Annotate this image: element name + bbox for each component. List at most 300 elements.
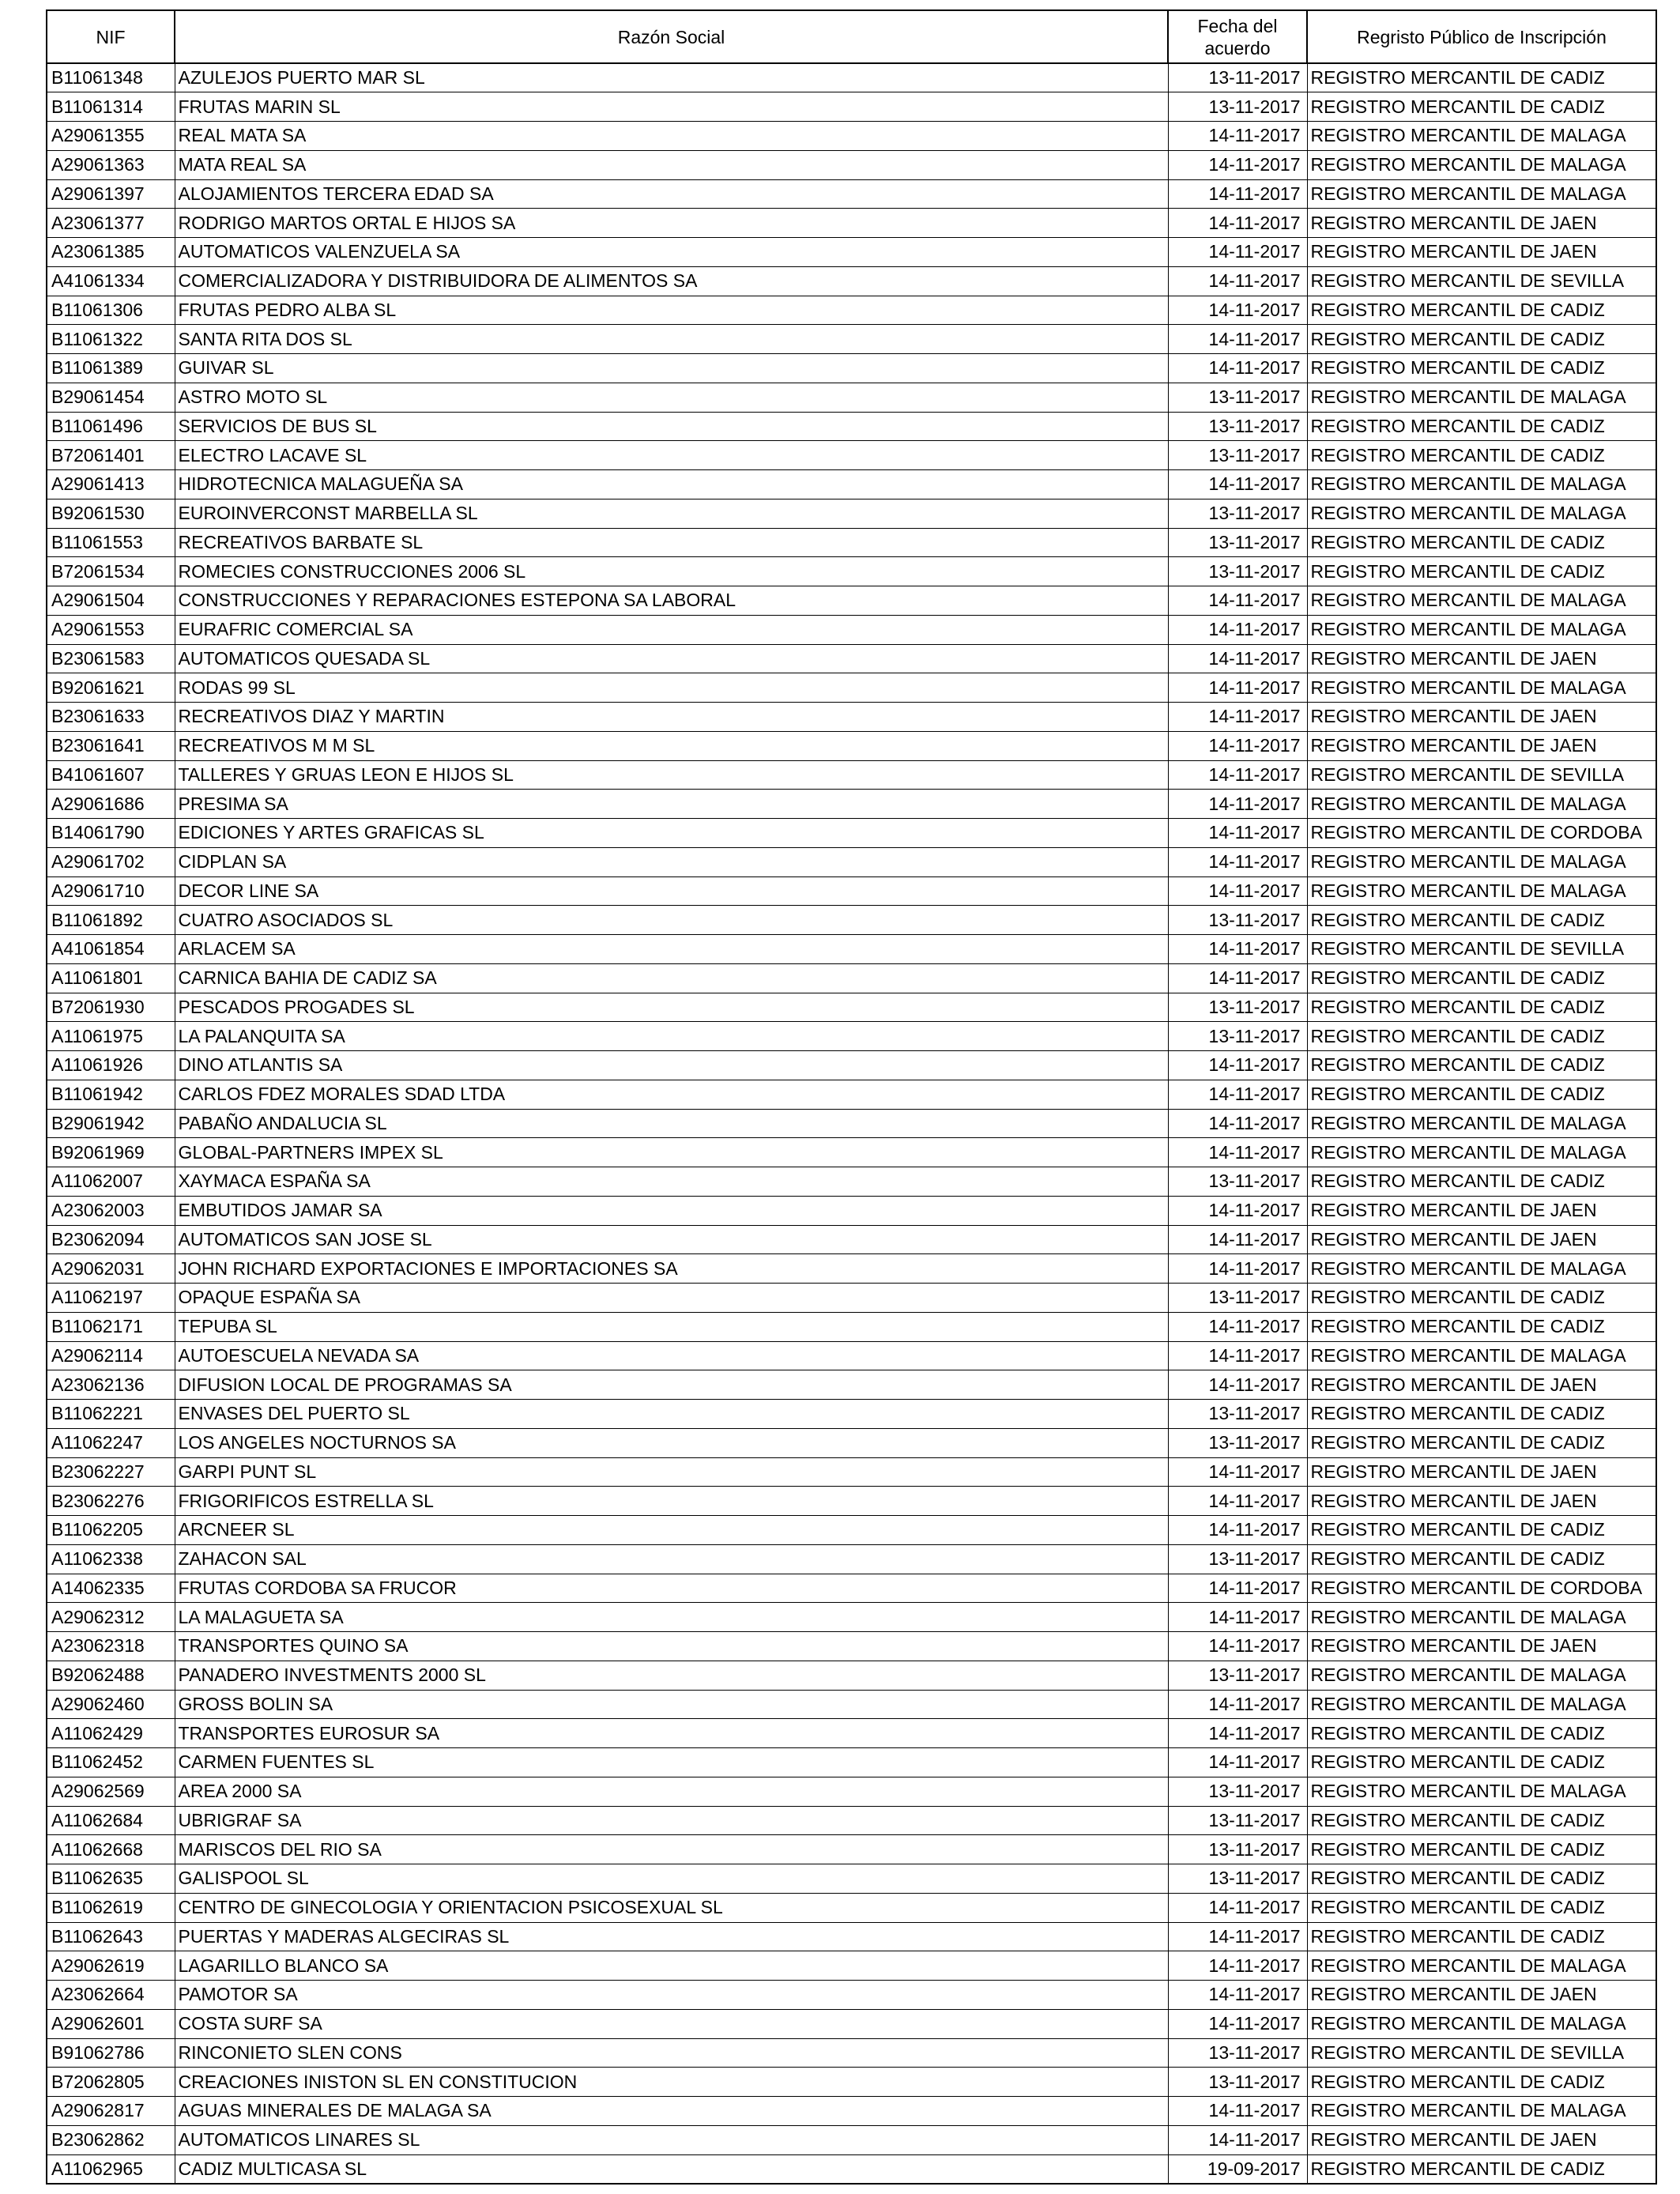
nif-cell: A11062668 bbox=[47, 1835, 175, 1864]
table-row bbox=[47, 209, 1656, 238]
fecha-cell: 13-11-2017 bbox=[1168, 1428, 1307, 1457]
table-row bbox=[47, 1051, 1656, 1080]
table-row bbox=[47, 1864, 1656, 1894]
fecha-cell: 14-11-2017 bbox=[1168, 703, 1307, 732]
razon-social-cell: RODAS 99 SL bbox=[175, 673, 1168, 703]
nif-cell: B11062635 bbox=[47, 1864, 175, 1894]
razon-social-cell: RECREATIVOS M M SL bbox=[175, 731, 1168, 760]
razon-social-cell: PESCADOS PROGADES SL bbox=[175, 993, 1168, 1022]
nif-cell: A29062114 bbox=[47, 1341, 175, 1370]
fecha-cell: 14-11-2017 bbox=[1168, 354, 1307, 383]
razon-social-cell: ENVASES DEL PUERTO SL bbox=[175, 1400, 1168, 1429]
fecha-cell: 13-11-2017 bbox=[1168, 92, 1307, 122]
razon-social-cell: HIDROTECNICA MALAGUEÑA SA bbox=[175, 470, 1168, 499]
razon-social-cell: FRUTAS CORDOBA SA FRUCOR bbox=[175, 1574, 1168, 1603]
razon-social-cell: GLOBAL-PARTNERS IMPEX SL bbox=[175, 1138, 1168, 1167]
nif-cell: B41061607 bbox=[47, 760, 175, 790]
registro-cell: REGISTRO MERCANTIL DE SEVILLA bbox=[1307, 266, 1656, 296]
registro-cell: REGISTRO MERCANTIL DE MALAGA bbox=[1307, 615, 1656, 644]
registro-cell: REGISTRO MERCANTIL DE MALAGA bbox=[1307, 790, 1656, 819]
razon-social-cell: TALLERES Y GRUAS LEON E HIJOS SL bbox=[175, 760, 1168, 790]
registro-cell: REGISTRO MERCANTIL DE CADIZ bbox=[1307, 1428, 1656, 1457]
table-row bbox=[47, 557, 1656, 586]
fecha-cell: 14-11-2017 bbox=[1168, 586, 1307, 616]
razon-social-cell: ALOJAMIENTOS TERCERA EDAD SA bbox=[175, 179, 1168, 209]
razon-social-cell: SANTA RITA DOS SL bbox=[175, 325, 1168, 354]
fecha-cell: 14-11-2017 bbox=[1168, 644, 1307, 673]
table-row bbox=[47, 2009, 1656, 2038]
table-row bbox=[47, 1138, 1656, 1167]
table-row bbox=[47, 150, 1656, 179]
table-row bbox=[47, 586, 1656, 616]
registro-cell: REGISTRO MERCANTIL DE CADIZ bbox=[1307, 1312, 1656, 1341]
nif-cell: B11061942 bbox=[47, 1080, 175, 1109]
table-row bbox=[47, 1632, 1656, 1661]
fecha-cell: 13-11-2017 bbox=[1168, 1864, 1307, 1894]
fecha-cell: 13-11-2017 bbox=[1168, 499, 1307, 528]
nif-cell: B72061534 bbox=[47, 557, 175, 586]
razon-social-cell: TRANSPORTES QUINO SA bbox=[175, 1632, 1168, 1661]
fecha-cell: 14-11-2017 bbox=[1168, 1516, 1307, 1545]
fecha-cell: 14-11-2017 bbox=[1168, 1196, 1307, 1225]
nif-cell: A29061702 bbox=[47, 847, 175, 876]
razon-social-cell: COMERCIALIZADORA Y DISTRIBUIDORA DE ALIMENTOS SA bbox=[175, 266, 1168, 296]
fecha-cell: 13-11-2017 bbox=[1168, 1022, 1307, 1051]
registro-cell: REGISTRO MERCANTIL DE SEVILLA bbox=[1307, 935, 1656, 964]
registro-cell: REGISTRO MERCANTIL DE CORDOBA bbox=[1307, 819, 1656, 848]
nif-cell: A29062312 bbox=[47, 1603, 175, 1632]
fecha-cell: 14-11-2017 bbox=[1168, 1603, 1307, 1632]
fecha-cell: 14-11-2017 bbox=[1168, 1138, 1307, 1167]
nif-cell: A29062569 bbox=[47, 1777, 175, 1806]
table-row bbox=[47, 1400, 1656, 1429]
nif-cell: B23062227 bbox=[47, 1457, 175, 1487]
fecha-cell: 14-11-2017 bbox=[1168, 1051, 1307, 1080]
fecha-cell: 13-11-2017 bbox=[1168, 1400, 1307, 1429]
registro-cell: REGISTRO MERCANTIL DE CADIZ bbox=[1307, 1922, 1656, 1951]
razon-social-cell: PANADERO INVESTMENTS 2000 SL bbox=[175, 1661, 1168, 1690]
fecha-cell: 14-11-2017 bbox=[1168, 1341, 1307, 1370]
razon-social-cell: GALISPOOL SL bbox=[175, 1864, 1168, 1894]
registro-cell: REGISTRO MERCANTIL DE MALAGA bbox=[1307, 847, 1656, 876]
table-row bbox=[47, 644, 1656, 673]
razon-social-cell: AUTOMATICOS VALENZUELA SA bbox=[175, 238, 1168, 267]
nif-cell: B92062488 bbox=[47, 1661, 175, 1690]
fecha-cell: 14-11-2017 bbox=[1168, 238, 1307, 267]
nif-cell: A11061975 bbox=[47, 1022, 175, 1051]
razon-social-cell: DIFUSION LOCAL DE PROGRAMAS SA bbox=[175, 1370, 1168, 1400]
table-row bbox=[47, 703, 1656, 732]
table-row bbox=[47, 266, 1656, 296]
nif-cell: A23061377 bbox=[47, 209, 175, 238]
razon-social-cell: FRUTAS MARIN SL bbox=[175, 92, 1168, 122]
razon-social-cell: GARPI PUNT SL bbox=[175, 1457, 1168, 1487]
table-row bbox=[47, 790, 1656, 819]
table-row bbox=[47, 179, 1656, 209]
table-row bbox=[47, 1284, 1656, 1313]
fecha-cell: 13-11-2017 bbox=[1168, 993, 1307, 1022]
table-row bbox=[47, 993, 1656, 1022]
fecha-cell: 14-11-2017 bbox=[1168, 1109, 1307, 1138]
nif-cell: B91062786 bbox=[47, 2038, 175, 2068]
fecha-cell: 14-11-2017 bbox=[1168, 1981, 1307, 2010]
fecha-cell: 13-11-2017 bbox=[1168, 557, 1307, 586]
fecha-cell: 13-11-2017 bbox=[1168, 383, 1307, 412]
table-row bbox=[47, 615, 1656, 644]
table-row bbox=[47, 1806, 1656, 1835]
table-row bbox=[47, 1341, 1656, 1370]
registro-cell: REGISTRO MERCANTIL DE CADIZ bbox=[1307, 441, 1656, 470]
razon-social-cell: ARCNEER SL bbox=[175, 1516, 1168, 1545]
registro-cell: REGISTRO MERCANTIL DE JAEN bbox=[1307, 1981, 1656, 2010]
nif-cell: B11061389 bbox=[47, 354, 175, 383]
nif-cell: B11062205 bbox=[47, 1516, 175, 1545]
registro-cell: REGISTRO MERCANTIL DE JAEN bbox=[1307, 2125, 1656, 2154]
nif-cell: A11061801 bbox=[47, 963, 175, 993]
table-row bbox=[47, 2068, 1656, 2097]
table-row bbox=[47, 1719, 1656, 1748]
fecha-cell: 14-11-2017 bbox=[1168, 1574, 1307, 1603]
registro-cell: REGISTRO MERCANTIL DE CADIZ bbox=[1307, 2068, 1656, 2097]
fecha-cell: 14-11-2017 bbox=[1168, 731, 1307, 760]
razon-social-cell: UBRIGRAF SA bbox=[175, 1806, 1168, 1835]
registro-cell: REGISTRO MERCANTIL DE CADIZ bbox=[1307, 2154, 1656, 2184]
registro-cell: REGISTRO MERCANTIL DE CADIZ bbox=[1307, 1719, 1656, 1748]
nif-cell: A29061413 bbox=[47, 470, 175, 499]
table-row bbox=[47, 1893, 1656, 1922]
registro-cell: REGISTRO MERCANTIL DE CADIZ bbox=[1307, 993, 1656, 1022]
fecha-cell: 14-11-2017 bbox=[1168, 1312, 1307, 1341]
registro-cell: REGISTRO MERCANTIL DE CADIZ bbox=[1307, 354, 1656, 383]
registro-cell: REGISTRO MERCANTIL DE JAEN bbox=[1307, 209, 1656, 238]
nif-cell: A41061854 bbox=[47, 935, 175, 964]
fecha-cell: 14-11-2017 bbox=[1168, 847, 1307, 876]
nif-cell: B92061530 bbox=[47, 499, 175, 528]
nif-cell: A23062664 bbox=[47, 1981, 175, 2010]
table-row bbox=[47, 325, 1656, 354]
nif-cell: A23062318 bbox=[47, 1632, 175, 1661]
nif-cell: A29061686 bbox=[47, 790, 175, 819]
nif-cell: A29061363 bbox=[47, 150, 175, 179]
razon-social-cell: MARISCOS DEL RIO SA bbox=[175, 1835, 1168, 1864]
fecha-cell: 13-11-2017 bbox=[1168, 412, 1307, 441]
table-row bbox=[47, 876, 1656, 906]
fecha-cell: 14-11-2017 bbox=[1168, 1690, 1307, 1719]
nif-cell: A29062817 bbox=[47, 2097, 175, 2126]
registro-cell: REGISTRO MERCANTIL DE MALAGA bbox=[1307, 876, 1656, 906]
razon-social-cell: CREACIONES INISTON SL EN CONSTITUCION bbox=[175, 2068, 1168, 2097]
fecha-cell: 13-11-2017 bbox=[1168, 2038, 1307, 2068]
fecha-cell: 14-11-2017 bbox=[1168, 150, 1307, 179]
nif-cell: B23062862 bbox=[47, 2125, 175, 2154]
registro-cell: REGISTRO MERCANTIL DE CADIZ bbox=[1307, 1284, 1656, 1313]
fecha-cell: 14-11-2017 bbox=[1168, 1632, 1307, 1661]
table-row bbox=[47, 1080, 1656, 1109]
registro-cell: REGISTRO MERCANTIL DE CADIZ bbox=[1307, 1051, 1656, 1080]
nif-cell: B23061583 bbox=[47, 644, 175, 673]
table-row bbox=[47, 1487, 1656, 1516]
nif-cell: B72061401 bbox=[47, 441, 175, 470]
fecha-cell: 14-11-2017 bbox=[1168, 615, 1307, 644]
razon-social-cell: CARLOS FDEZ MORALES SDAD LTDA bbox=[175, 1080, 1168, 1109]
nif-cell: A29061710 bbox=[47, 876, 175, 906]
registro-cell: REGISTRO MERCANTIL DE CADIZ bbox=[1307, 1400, 1656, 1429]
razon-social-cell: RECREATIVOS DIAZ Y MARTIN bbox=[175, 703, 1168, 732]
nif-cell: A11062007 bbox=[47, 1167, 175, 1197]
fecha-cell: 14-11-2017 bbox=[1168, 1951, 1307, 1981]
table-row bbox=[47, 935, 1656, 964]
table-row bbox=[47, 819, 1656, 848]
registro-cell: REGISTRO MERCANTIL DE CADIZ bbox=[1307, 1893, 1656, 1922]
table-row bbox=[47, 2097, 1656, 2126]
razon-social-cell: ARLACEM SA bbox=[175, 935, 1168, 964]
razon-social-cell: OPAQUE ESPAÑA SA bbox=[175, 1284, 1168, 1313]
razon-social-cell: FRIGORIFICOS ESTRELLA SL bbox=[175, 1487, 1168, 1516]
header-razon-social: Razón Social bbox=[175, 10, 1168, 63]
fecha-cell: 14-11-2017 bbox=[1168, 1487, 1307, 1516]
registro-cell: REGISTRO MERCANTIL DE MALAGA bbox=[1307, 1661, 1656, 1690]
registro-cell: REGISTRO MERCANTIL DE JAEN bbox=[1307, 238, 1656, 267]
razon-social-cell: PAMOTOR SA bbox=[175, 1981, 1168, 2010]
registro-cell: REGISTRO MERCANTIL DE MALAGA bbox=[1307, 179, 1656, 209]
table-row bbox=[47, 63, 1656, 92]
registro-cell: REGISTRO MERCANTIL DE CADIZ bbox=[1307, 528, 1656, 557]
nif-cell: B23061633 bbox=[47, 703, 175, 732]
fecha-cell: 14-11-2017 bbox=[1168, 1922, 1307, 1951]
nif-cell: A14062335 bbox=[47, 1574, 175, 1603]
razon-social-cell: TEPUBA SL bbox=[175, 1312, 1168, 1341]
nif-cell: B11061322 bbox=[47, 325, 175, 354]
table-row bbox=[47, 1922, 1656, 1951]
nif-cell: A29061355 bbox=[47, 122, 175, 151]
table-row bbox=[47, 1254, 1656, 1284]
razon-social-cell: GUIVAR SL bbox=[175, 354, 1168, 383]
razon-social-cell: TRANSPORTES EUROSUR SA bbox=[175, 1719, 1168, 1748]
registro-cell: REGISTRO MERCANTIL DE JAEN bbox=[1307, 731, 1656, 760]
table-row bbox=[47, 1516, 1656, 1545]
fecha-cell: 14-11-2017 bbox=[1168, 819, 1307, 848]
fecha-cell: 14-11-2017 bbox=[1168, 2009, 1307, 2038]
registro-cell: REGISTRO MERCANTIL DE CADIZ bbox=[1307, 1835, 1656, 1864]
razon-social-cell: ASTRO MOTO SL bbox=[175, 383, 1168, 412]
razon-social-cell: COSTA SURF SA bbox=[175, 2009, 1168, 2038]
table-row bbox=[47, 1312, 1656, 1341]
nif-cell: B14061790 bbox=[47, 819, 175, 848]
nif-cell: A11062429 bbox=[47, 1719, 175, 1748]
razon-social-cell: CENTRO DE GINECOLOGIA Y ORIENTACION PSICOSEXUAL SL bbox=[175, 1893, 1168, 1922]
nif-cell: A29061553 bbox=[47, 615, 175, 644]
razon-social-cell: GROSS BOLIN SA bbox=[175, 1690, 1168, 1719]
table-row bbox=[47, 963, 1656, 993]
nif-cell: B11062171 bbox=[47, 1312, 175, 1341]
razon-social-cell: RODRIGO MARTOS ORTAL E HIJOS SA bbox=[175, 209, 1168, 238]
fecha-cell: 14-11-2017 bbox=[1168, 266, 1307, 296]
registro-cell: REGISTRO MERCANTIL DE CADIZ bbox=[1307, 1516, 1656, 1545]
header-fecha-line2: acuerdo bbox=[1204, 37, 1271, 58]
registro-cell: REGISTRO MERCANTIL DE MALAGA bbox=[1307, 470, 1656, 499]
razon-social-cell: AUTOMATICOS SAN JOSE SL bbox=[175, 1225, 1168, 1254]
nif-cell: A23062003 bbox=[47, 1196, 175, 1225]
registro-cell: REGISTRO MERCANTIL DE SEVILLA bbox=[1307, 760, 1656, 790]
nif-cell: A23062136 bbox=[47, 1370, 175, 1400]
nif-cell: B11062452 bbox=[47, 1748, 175, 1777]
razon-social-cell: EUROINVERCONST MARBELLA SL bbox=[175, 499, 1168, 528]
table-row bbox=[47, 1544, 1656, 1574]
table-row bbox=[47, 731, 1656, 760]
nif-cell: A23061385 bbox=[47, 238, 175, 267]
razon-social-cell: LOS ANGELES NOCTURNOS SA bbox=[175, 1428, 1168, 1457]
razon-social-cell: AZULEJOS PUERTO MAR SL bbox=[175, 63, 1168, 92]
registro-cell: REGISTRO MERCANTIL DE CADIZ bbox=[1307, 1080, 1656, 1109]
table-row bbox=[47, 760, 1656, 790]
nif-cell: B29061942 bbox=[47, 1109, 175, 1138]
nif-cell: B11061348 bbox=[47, 63, 175, 92]
table-row bbox=[47, 1835, 1656, 1864]
razon-social-cell: RINCONIETO SLEN CONS bbox=[175, 2038, 1168, 2068]
registro-cell: REGISTRO MERCANTIL DE CADIZ bbox=[1307, 296, 1656, 325]
razon-social-cell: ROMECIES CONSTRUCCIONES 2006 SL bbox=[175, 557, 1168, 586]
razon-social-cell: PUERTAS Y MADERAS ALGECIRAS SL bbox=[175, 1922, 1168, 1951]
nif-cell: B11061314 bbox=[47, 92, 175, 122]
registro-cell: REGISTRO MERCANTIL DE CADIZ bbox=[1307, 1544, 1656, 1574]
registro-cell: REGISTRO MERCANTIL DE MALAGA bbox=[1307, 586, 1656, 616]
registro-cell: REGISTRO MERCANTIL DE MALAGA bbox=[1307, 383, 1656, 412]
nif-cell: A11062338 bbox=[47, 1544, 175, 1574]
registro-cell: REGISTRO MERCANTIL DE CADIZ bbox=[1307, 963, 1656, 993]
fecha-cell: 14-11-2017 bbox=[1168, 1893, 1307, 1922]
registro-cell: REGISTRO MERCANTIL DE MALAGA bbox=[1307, 1690, 1656, 1719]
registro-cell: REGISTRO MERCANTIL DE MALAGA bbox=[1307, 1341, 1656, 1370]
nif-cell: A11061926 bbox=[47, 1051, 175, 1080]
nif-cell: A29062031 bbox=[47, 1254, 175, 1284]
registro-cell: REGISTRO MERCANTIL DE CADIZ bbox=[1307, 325, 1656, 354]
table-row bbox=[47, 2125, 1656, 2154]
nif-cell: A29062460 bbox=[47, 1690, 175, 1719]
table-row bbox=[47, 1777, 1656, 1806]
table-row bbox=[47, 528, 1656, 557]
registro-cell: REGISTRO MERCANTIL DE MALAGA bbox=[1307, 2009, 1656, 2038]
nif-cell: B92061969 bbox=[47, 1138, 175, 1167]
header-nif: NIF bbox=[47, 10, 175, 63]
table-row bbox=[47, 470, 1656, 499]
nif-cell: B11061306 bbox=[47, 296, 175, 325]
fecha-cell: 14-11-2017 bbox=[1168, 790, 1307, 819]
registro-cell: REGISTRO MERCANTIL DE CADIZ bbox=[1307, 1748, 1656, 1777]
header-fecha-acuerdo bbox=[1168, 10, 1307, 63]
fecha-cell: 14-11-2017 bbox=[1168, 325, 1307, 354]
nif-cell: A11062197 bbox=[47, 1284, 175, 1313]
nif-cell: B11061553 bbox=[47, 528, 175, 557]
nif-cell: B11062221 bbox=[47, 1400, 175, 1429]
table-row bbox=[47, 673, 1656, 703]
nif-cell: A11062684 bbox=[47, 1806, 175, 1835]
registro-cell: REGISTRO MERCANTIL DE CADIZ bbox=[1307, 63, 1656, 92]
fecha-cell: 14-11-2017 bbox=[1168, 1080, 1307, 1109]
fecha-cell: 14-11-2017 bbox=[1168, 1457, 1307, 1487]
registro-cell: REGISTRO MERCANTIL DE MALAGA bbox=[1307, 1777, 1656, 1806]
fecha-cell: 13-11-2017 bbox=[1168, 1835, 1307, 1864]
razon-social-cell: DINO ATLANTIS SA bbox=[175, 1051, 1168, 1080]
fecha-cell: 14-11-2017 bbox=[1168, 296, 1307, 325]
table-row bbox=[47, 441, 1656, 470]
registro-cell: REGISTRO MERCANTIL DE CADIZ bbox=[1307, 906, 1656, 935]
nif-cell: A11062965 bbox=[47, 2154, 175, 2184]
fecha-cell: 13-11-2017 bbox=[1168, 906, 1307, 935]
nif-cell: A29061397 bbox=[47, 179, 175, 209]
registro-cell: REGISTRO MERCANTIL DE JAEN bbox=[1307, 1632, 1656, 1661]
fecha-cell: 13-11-2017 bbox=[1168, 1661, 1307, 1690]
fecha-cell: 13-11-2017 bbox=[1168, 1544, 1307, 1574]
razon-social-cell: AREA 2000 SA bbox=[175, 1777, 1168, 1806]
razon-social-cell: MATA REAL SA bbox=[175, 150, 1168, 179]
razon-social-cell: XAYMACA ESPAÑA SA bbox=[175, 1167, 1168, 1197]
header-registro: Regristo Público de Inscripción bbox=[1307, 10, 1656, 63]
table-row bbox=[47, 412, 1656, 441]
fecha-cell: 14-11-2017 bbox=[1168, 1719, 1307, 1748]
nif-cell: B72062805 bbox=[47, 2068, 175, 2097]
razon-social-cell: JOHN RICHARD EXPORTACIONES E IMPORTACIONES SA bbox=[175, 1254, 1168, 1284]
nif-cell: B23061641 bbox=[47, 731, 175, 760]
razon-social-cell: LAGARILLO BLANCO SA bbox=[175, 1951, 1168, 1981]
table-row bbox=[47, 296, 1656, 325]
razon-social-cell: CONSTRUCCIONES Y REPARACIONES ESTEPONA SA LABORAL bbox=[175, 586, 1168, 616]
registro-cell: REGISTRO MERCANTIL DE JAEN bbox=[1307, 644, 1656, 673]
razon-social-cell: RECREATIVOS BARBATE SL bbox=[175, 528, 1168, 557]
registro-cell: REGISTRO MERCANTIL DE CADIZ bbox=[1307, 412, 1656, 441]
table-row bbox=[47, 1661, 1656, 1690]
razon-social-cell: CIDPLAN SA bbox=[175, 847, 1168, 876]
table-row bbox=[47, 1603, 1656, 1632]
razon-social-cell: SERVICIOS DE BUS SL bbox=[175, 412, 1168, 441]
table-row bbox=[47, 1981, 1656, 2010]
table-row bbox=[47, 2038, 1656, 2068]
fecha-cell: 13-11-2017 bbox=[1168, 2068, 1307, 2097]
registro-cell: REGISTRO MERCANTIL DE MALAGA bbox=[1307, 2097, 1656, 2126]
registro-cell: REGISTRO MERCANTIL DE JAEN bbox=[1307, 1196, 1656, 1225]
table-row bbox=[47, 1022, 1656, 1051]
table-row bbox=[47, 1748, 1656, 1777]
table-row bbox=[47, 906, 1656, 935]
fecha-cell: 14-11-2017 bbox=[1168, 122, 1307, 151]
registro-cell: REGISTRO MERCANTIL DE CADIZ bbox=[1307, 1022, 1656, 1051]
registro-cell: REGISTRO MERCANTIL DE CORDOBA bbox=[1307, 1574, 1656, 1603]
razon-social-cell: AUTOMATICOS QUESADA SL bbox=[175, 644, 1168, 673]
fecha-cell: 13-11-2017 bbox=[1168, 1167, 1307, 1197]
fecha-cell: 14-11-2017 bbox=[1168, 1225, 1307, 1254]
registro-cell: REGISTRO MERCANTIL DE CADIZ bbox=[1307, 92, 1656, 122]
header-row bbox=[47, 10, 1656, 63]
fecha-cell: 13-11-2017 bbox=[1168, 441, 1307, 470]
razon-social-cell: EURAFRIC COMERCIAL SA bbox=[175, 615, 1168, 644]
fecha-cell: 14-11-2017 bbox=[1168, 760, 1307, 790]
razon-social-cell: AUTOMATICOS LINARES SL bbox=[175, 2125, 1168, 2154]
nif-cell: A29061504 bbox=[47, 586, 175, 616]
nif-cell: A29062601 bbox=[47, 2009, 175, 2038]
razon-social-cell: CUATRO ASOCIADOS SL bbox=[175, 906, 1168, 935]
table-row bbox=[47, 1109, 1656, 1138]
nif-cell: A41061334 bbox=[47, 266, 175, 296]
nif-cell: B29061454 bbox=[47, 383, 175, 412]
razon-social-cell: FRUTAS PEDRO ALBA SL bbox=[175, 296, 1168, 325]
table-row bbox=[47, 238, 1656, 267]
razon-social-cell: AUTOESCUELA NEVADA SA bbox=[175, 1341, 1168, 1370]
registro-cell: REGISTRO MERCANTIL DE CADIZ bbox=[1307, 1864, 1656, 1894]
razon-social-cell: LA MALAGUETA SA bbox=[175, 1603, 1168, 1632]
razon-social-cell: CARMEN FUENTES SL bbox=[175, 1748, 1168, 1777]
fecha-cell: 14-11-2017 bbox=[1168, 2125, 1307, 2154]
razon-social-cell: REAL MATA SA bbox=[175, 122, 1168, 151]
nif-cell: B11062619 bbox=[47, 1893, 175, 1922]
